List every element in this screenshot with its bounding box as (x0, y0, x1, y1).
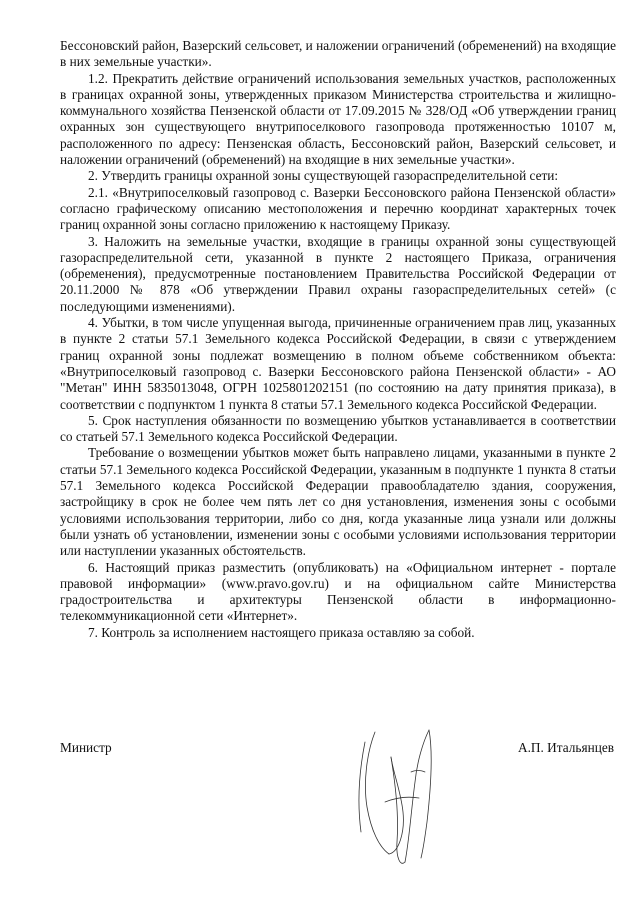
paragraph-2: 2. Утвердить границы охранной зоны существующей газораспределительной сети: (88, 168, 559, 184)
paragraph-1-2: 1.2. Прекратить действие ограничений использования земельных участков, расположенных в границах охранной зоны, утвержденных приказом Министерства строительства и жилищно-коммунального хозяйства Пензенской области от 17.09.2015 № 328/ОД «Об утверждении границ охранных зон существующего внутрипоселкового газопровода протяженностью 10107 м, расположенного по адресу: Пензенская область, Бессоновский район, Вазерский сельсовет, и наложении ограничений (обременений) на входящие в них земельные участки». (60, 70, 616, 168)
signature-block (60, 740, 616, 764)
document-body (60, 38, 616, 641)
paragraph-6: 6. Настоящий приказ разместить (опубликовать) на «Официальном интернет - портале правовой информации» (www.pravo.gov.ru) и на официальном сайте Министерства градостроительства и архитектуры Пензенской области в информационно-телекоммуникационной сети «Интернет». (60, 559, 616, 624)
paragraph-4: 4. Убытки, в том числе упущенная выгода, причиненные ограничением прав лиц, указанных в пункте 2 статьи 57.1 Земельного кодекса Российской Федерации, в связи с утверждением границ охранной зоны подлежат возмещению в полном объеме собственником объекта: «Внутрипоселковый газопровод с. Вазерки Бессоновского района Пензенской области» - АО "Метан" ИНН 5835013048, ОГРН 1025801202151 (по состоянию на дату принятия приказа), в соответствии с подпунктом 1 пункта 8 статьи 57.1 Земельного кодекса Российской Федерации. (60, 315, 616, 412)
paragraph-7: 7. Контроль за исполнением настоящего приказа оставляю за собой. (88, 624, 475, 640)
signatory-name: А.П. Итальянцев (518, 740, 614, 755)
paragraph-5-requirement: Требование о возмещении убытков может быть направлено лицами, указанными в пункте 2 статьи 57.1 Земельного кодекса Российской Федерации, указанным в подпункте 1 пункта 8 статьи 57.1 Земельного кодекса Российской Федерации правообладателю здания, сооружения, застройщику в срок не более чем пять лет со дня установления, изменения зоны с особыми условиями использования территории, либо со дня, когда указанные лица узнали или должны были узнать об установлении, изменении зоны с особыми условиями использования территории или наступлении указанных обстоятельств. (60, 445, 616, 559)
paragraph-continuation: Бессоновский район, Вазерский сельсовет, и наложении ограничений (обременений) на входящие в них земельные участки». (60, 38, 616, 70)
handwritten-signature (345, 712, 455, 872)
signatory-title: Министр (60, 740, 112, 755)
paragraph-3: 3. Наложить на земельные участки, входящие в границы охранной зоны существующей газораспределительной сети, указанной в пункте 2 настоящего Приказа, ограничения (обременения), предусмотренные постановлением Правительства Российской Федерации от 20.11.2000 № 878 «Об утверждении Правил охраны газораспределительных сетей» (с последующими изменениями). (60, 233, 616, 314)
paragraph-2-1: 2.1. «Внутрипоселковый газопровод с. Вазерки Бессоновского района Пензенской области» согласно графическому описанию местоположения и перечню координат характерных точек границ охранной зоны согласно приложению к настоящему Приказу. (60, 184, 616, 233)
paragraph-5: 5. Срок наступления обязанности по возмещению убытков устанавливается в соответствии со статьей 57.1 Земельного кодекса Российской Федерации. (60, 412, 616, 445)
